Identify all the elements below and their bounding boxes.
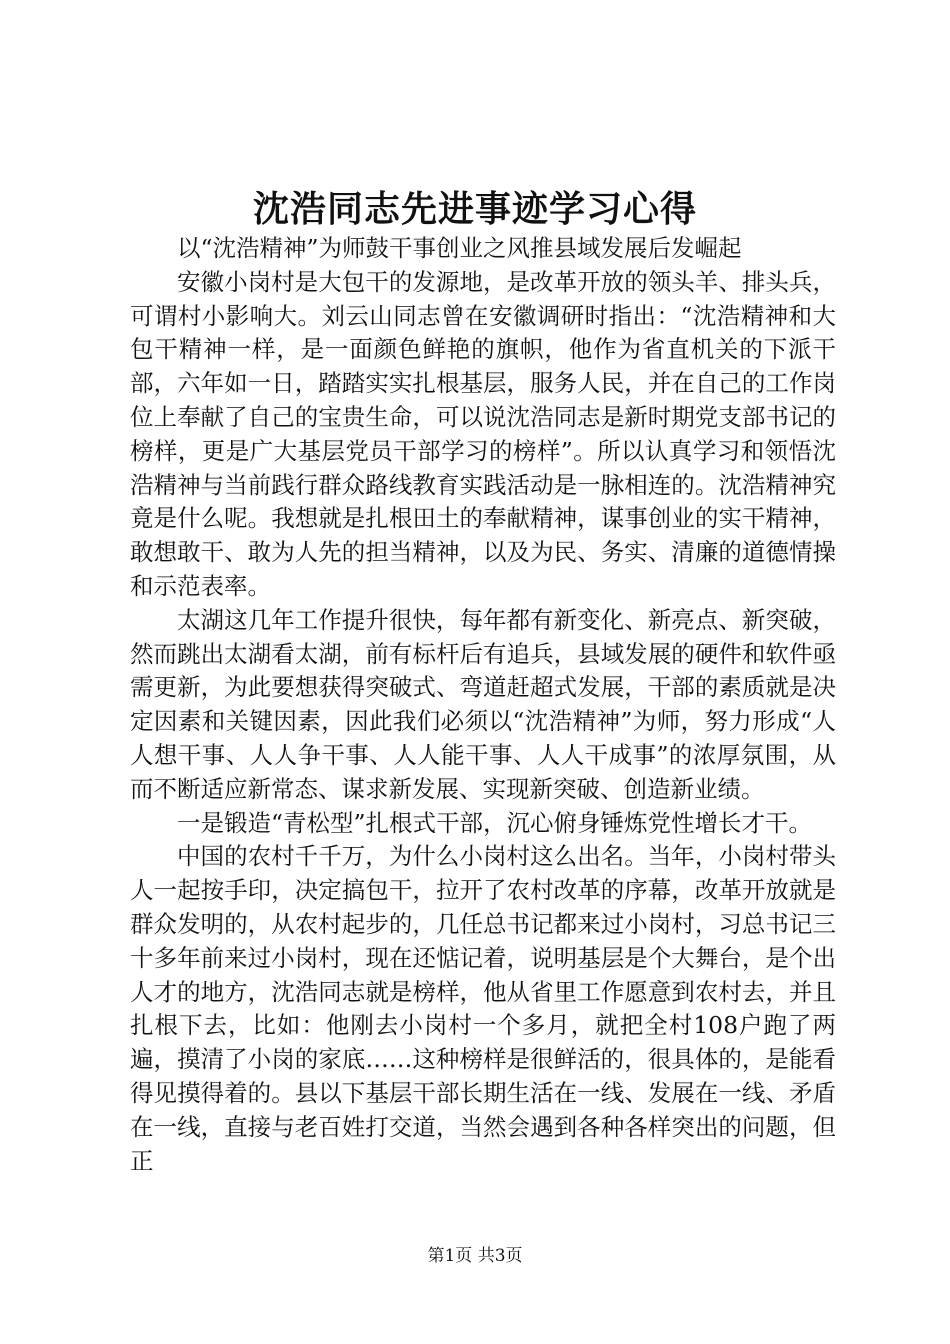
page-footer: 第1页 共3页 [427, 1246, 523, 1266]
paragraph: 一是锻造“青松型”扎根式干部，沉心俯身锤炼党性增长才干。 [177, 808, 813, 837]
paragraph: 太湖这几年工作提升很快，每年都有新变化、新亮点、新突破，然而跳出太湖看太湖，前有标杆后有追兵，县域发展的硬件和软件亟需更新，为此要想获得突破式、弯道赶超式发展，干部的素质就是决定因素和关键因素，因此我们必须以“沈浩精神”为师，努力形成“人人想干事、人人争干事、人人能干事、人人干成事”的浓厚氛围，从而不断适应新常态、谋求新发展、实现新突破、创造新业绩。 [130, 605, 836, 803]
page-title: 沈浩同志先进事迹学习心得 [252, 188, 697, 230]
paragraph: 中国的农村千千万，为什么小岗村这么出名。当年，小岗村带头人一起按手印，决定搞包干，拉开了农村改革的序幕，改革开放就是群众发明的，从农村起步的，几任总书记都来过小岗村，习总书记三十多年前来过小岗村，现在还惦记着，说明基层是个大舞台，是个出人才的地方，沈浩同志就是榜样，他从省里工作愿意到农村去，并且扎根下去，比如：他刚去小岗村一个多月，就把全村108户跑了两遍，摸清了小岗的家底……这种榜样是很鲜活的，很具体的，是能看得见摸得着的。县以下基层干部长期生活在一线、发展在一线、矛盾在一线，直接与老百姓打交道，当然会遇到各种各样突出的问题，但正 [130, 842, 836, 1175]
paragraph-subtitle: 以“沈浩精神”为师鼓干事创业之风推县域发展后发崛起 [177, 234, 742, 262]
document-body [130, 232, 836, 1178]
paragraph: 安徽小岗村是大包干的发源地，是改革开放的领头羊、排头兵，可谓村小影响大。刘云山同志曾在安徽调研时指出：“沈浩精神和大包干精神一样，是一面颜色鲜艳的旗帜，他作为省直机关的下派干部，六年如一日，踏踏实实扎根基层，服务人民，并在自己的工作岗位上奉献了自己的宝贵生命，可以说沈浩同志是新时期党支部书记的榜样，更是广大基层党员干部学习的榜样”。所以认真学习和领悟沈浩精神与当前践行群众路线教育实践活动是一脉相连的。沈浩精神究竟是什么呢。我想就是扎根田土的奉献精神，谋事创业的实干精神，敢想敢干、敢为人先的担当精神，以及为民、务实、清廉的道德情操和示范表率。 [130, 267, 836, 600]
